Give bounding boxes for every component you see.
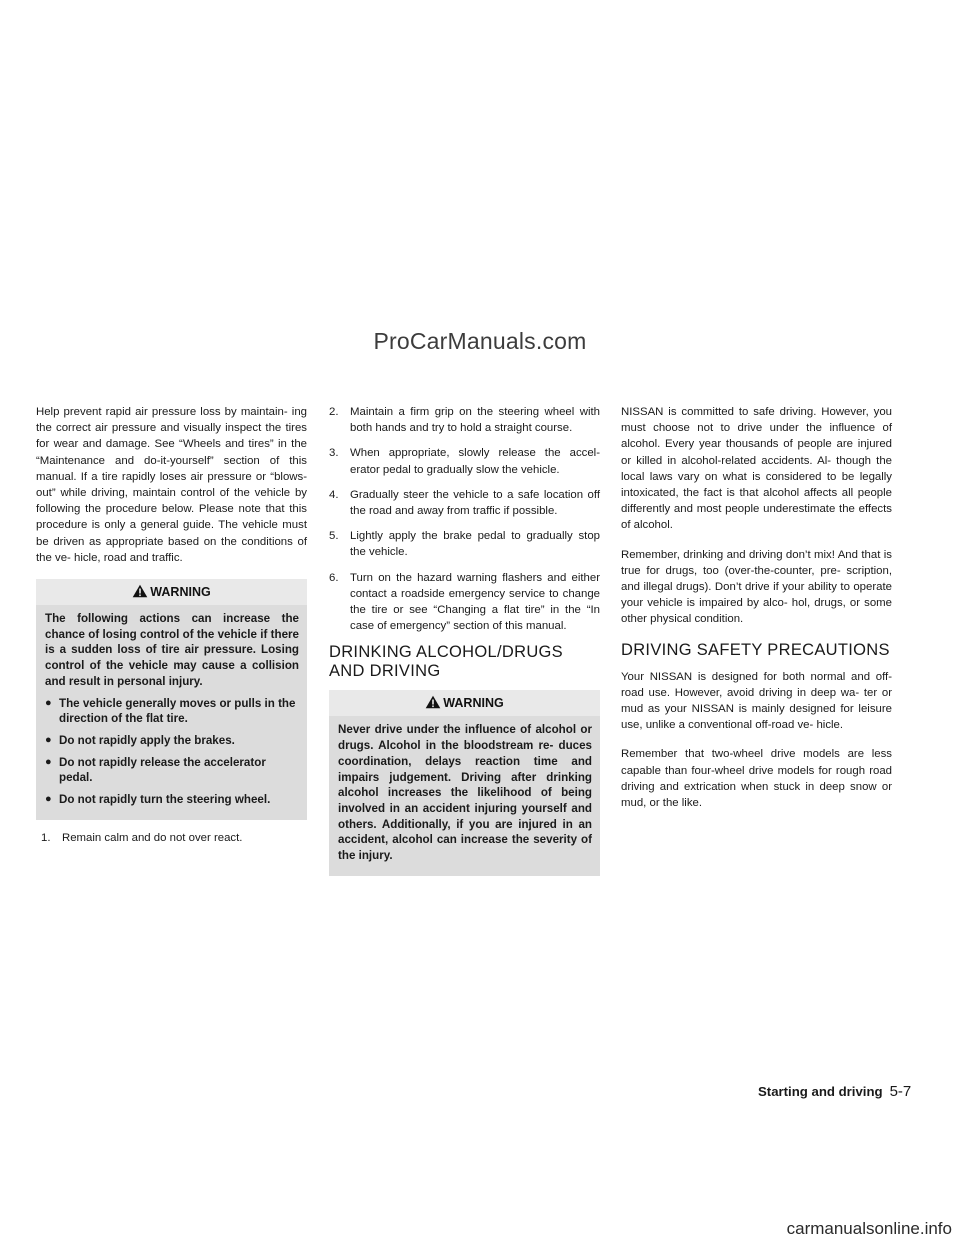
warning-title: WARNING (443, 696, 504, 711)
warning-box-tire (36, 579, 307, 820)
warning-triangle-icon (425, 695, 441, 712)
step-text: Lightly apply the brake pedal to gradually stop the vehicle. (350, 530, 600, 559)
bullet-text: Do not rapidly turn the steering wheel. (59, 793, 271, 807)
step-text: Gradually steer the vehicle to a safe location off the road and away from traffic if possible. (350, 488, 600, 518)
step-number: 5. (329, 530, 339, 543)
watermark-procarmanuals: ProCarManuals.com (373, 328, 587, 354)
warning-bullet (45, 792, 299, 808)
page-footer (758, 1083, 911, 1100)
step-text: When appropriate, slowly release the accel- erator pedal to gradually slow the vehicle. (350, 447, 600, 476)
paragraph-nissan-committed: NISSAN is committed to safe driving. However, you must choose not to drive under the influence of alcohol. Every year thousands of people are injured or killed in alcohol-related accidents. Al- though the local laws vary on what is considered to be legally intoxicated, the fact is that alcohol affects all people differently and most people underestimate the effects of alcohol. (621, 406, 892, 532)
column-1 (36, 404, 307, 855)
footer-section-title: Starting and driving (758, 1084, 883, 1099)
warning-text: The following actions can increase the chance of losing control of the vehicle if there is a sudden loss of tire air pressure. Losing control of the vehicle may cause a collision and result in personal injury. (45, 612, 299, 688)
warning-bullet (45, 733, 299, 749)
step-number: 4. (329, 488, 339, 501)
warning-header (329, 690, 600, 716)
warning-title: WARNING (150, 585, 211, 600)
warning-bullet (45, 755, 299, 786)
bullet-dot-icon: ● (45, 696, 52, 709)
step-item (329, 570, 600, 635)
step-text: Maintain a firm grip on the steering wheel with both hands and try to hold a straight course. (350, 406, 600, 435)
bullet-text: Do not rapidly release the accelerator pedal. (59, 755, 266, 785)
warning-header (36, 579, 307, 605)
warning-box-alcohol (329, 690, 600, 875)
bullet-text: Do not rapidly apply the brakes. (59, 733, 235, 747)
step-number: 6. (329, 571, 339, 584)
column-3 (621, 404, 892, 824)
step-item (329, 404, 600, 436)
step-item (36, 830, 307, 846)
paragraph-drinking-driving: Remember, drinking and driving don’t mix! And that is true for drugs, too (over-the-counter, pre- scription, and illegal drugs). Don’t drive if your ability to operate your vehicle is impaired by alco- hol, drugs, or some other physical condition. (621, 548, 892, 626)
warning-text: Never drive under the influence of alcohol or drugs. Alcohol in the bloodstream re- duces coordination, delays reaction time and impairs judgement. Driving after drinking alcohol increases the likelihood of being involved in an accident injuring yourself and others. Additionally, if you are injured in an accident, alcohol can increase the severity of the injury. (338, 723, 592, 863)
bullet-dot-icon: ● (45, 733, 52, 746)
step-item (329, 528, 600, 560)
paragraph-two-wheel-drive: Remember that two-wheel drive models are less capable than four-wheel drive models for rough road driving and extrication when stuck in deep snow or mud, or the like. (621, 748, 892, 810)
paragraph-offroad-use: Your NISSAN is designed for both normal and off-road use. However, avoid driving in deep wa- ter or mud as your NISSAN is mainly designed for leisure use, unlike a conventional off-road ve- hicle. (621, 670, 892, 732)
intro-paragraph: Help prevent rapid air pressure loss by maintain- ing the correct air pressure and visually inspect the tires for wear and damage. See “Wheels and tires” in the “Maintenance and do-it-yourself” section of this manual. If a tire rapidly loses air pressure or “blows-out” while driving, maintain control of the vehicle by following the procedure below. Please note that this procedure is only a general guide. The vehicle must be driven as appropriate based on the conditions of the ve- hicle, road and traffic. (36, 406, 307, 564)
step-number: 1. (41, 831, 51, 844)
step-item (329, 445, 600, 477)
column-2 (329, 404, 600, 886)
step-number: 3. (329, 447, 339, 460)
warning-triangle-icon (132, 584, 148, 601)
step-item (329, 487, 600, 519)
section-heading-safety: DRIVING SAFETY PRECAUTIONS (621, 640, 890, 659)
bullet-text: The vehicle generally moves or pulls in the direction of the flat tire. (59, 696, 296, 726)
step-text: Remain calm and do not over react. (62, 831, 243, 844)
bullet-dot-icon: ● (45, 793, 52, 806)
page-number: 5-7 (889, 1083, 912, 1100)
step-text: Turn on the hazard warning flashers and either contact a roadside emergency service to change the tire or see “Changing a flat tire” in the “In case of emergency” section of this manual. (350, 571, 600, 633)
section-heading-alcohol: DRINKING ALCOHOL/DRUGS AND DRIVING (329, 643, 563, 681)
step-number: 2. (329, 406, 339, 418)
bullet-dot-icon: ● (45, 755, 52, 768)
warning-bullet (45, 696, 299, 727)
watermark-carmanualsonline: carmanualsonline.info (786, 1219, 952, 1238)
